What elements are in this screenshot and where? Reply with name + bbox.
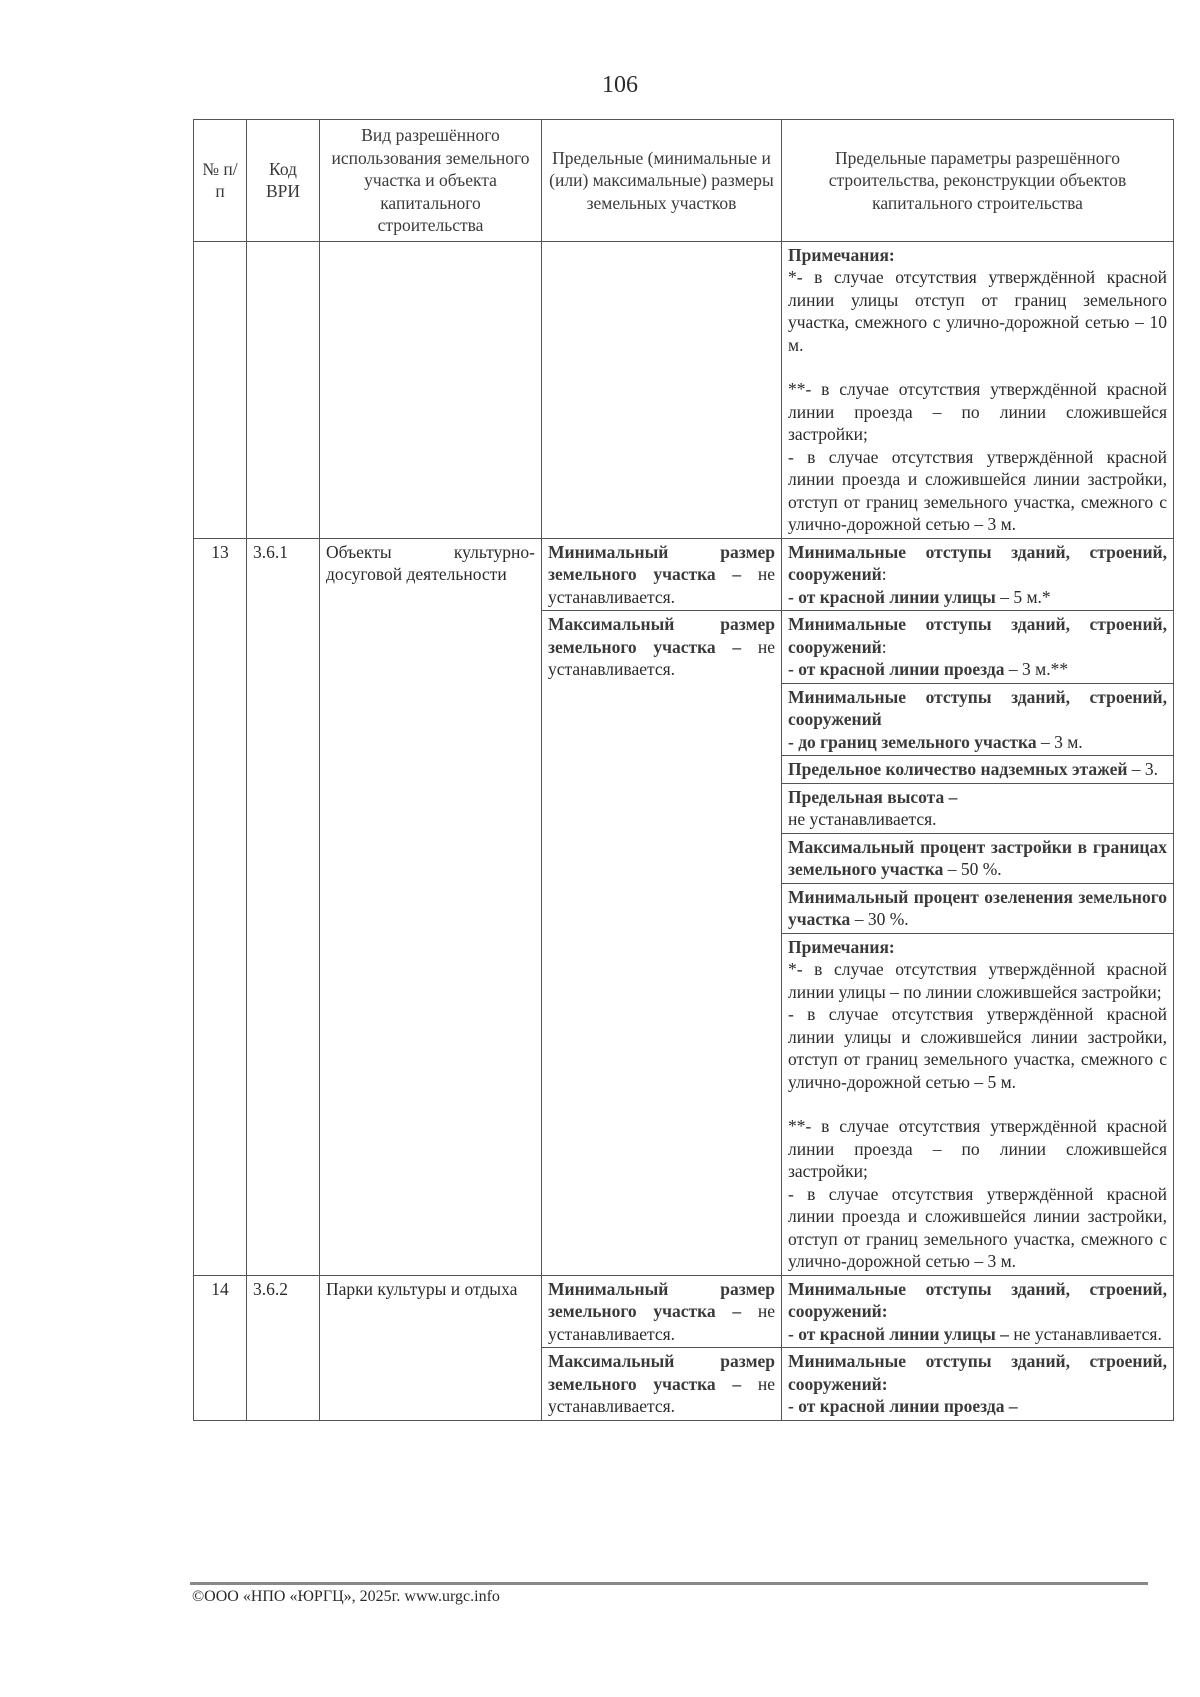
header-build-params: Предельные параметры разрешённого строительства, реконструкции объектов капитального строительства: [782, 120, 1174, 242]
note-text: - в случае отсутствия утверждённой красной линии проезда и сложившейся линии застройки, отступ от границ земельного участка, смежного с улично-дорожной сетью – 3 м.: [788, 1183, 1167, 1271]
min-size-value: не устанавливается.: [548, 1301, 775, 1344]
max-size-value: не устанавливается.: [548, 1373, 775, 1416]
notes-title: Примечания:: [788, 244, 895, 265]
header-use-type: Вид разрешённого использования земельного участка и объекта капитального строительства: [320, 120, 542, 242]
row-number: 13: [194, 538, 247, 1275]
param-cell: Минимальные отступы зданий, строений, сооружений: - от красной линии проезда –: [782, 1348, 1174, 1421]
table-row: [194, 241, 1174, 538]
table-row: [194, 1275, 1174, 1348]
footer-copyright: ©ООО «НПО «ЮРГЦ», 2025г. www.urgc.info: [192, 1588, 500, 1605]
header-code: Код ВРИ: [247, 120, 320, 242]
param-cell: Предельное количество надземных этажей – 3.: [782, 756, 1174, 784]
max-size-value: не устанавливается.: [548, 636, 775, 679]
min-size-label: Минимальный размер земельного участка –: [548, 1278, 775, 1321]
param-cell: Минимальные отступы зданий, строений, сооружений: - от красной линии улицы – 5 м.*: [782, 538, 1174, 611]
max-size-cell: [542, 1348, 782, 1421]
max-size-label: Максимальный размер земельного участка –: [548, 1351, 775, 1394]
note-text: - в случае отсутствия утверждённой красной линии проезда и сложившейся линии застройки, отступ от границ земельного участка, смежного с улично-дорожной сетью – 3 м.: [788, 446, 1167, 534]
notes-cell: [782, 241, 1174, 538]
footer-divider: [190, 1582, 1148, 1585]
header-plot-sizes: Предельные (минимальные и (или) максимальные) размеры земельных участков: [542, 120, 782, 242]
row-code: 3.6.2: [247, 1275, 320, 1420]
min-size-label: Минимальный размер земельного участка –: [548, 541, 775, 584]
param-cell: Минимальные отступы зданий, строений, сооружений: - от красной линии улицы – не устанавливается.: [782, 1275, 1174, 1348]
row-use-name: Объекты культурно-досуговой деятельности: [320, 538, 542, 1275]
note-text: **- в случае отсутствия утверждённой красной линии проезда – по линии сложившейся застройки;: [788, 1116, 1167, 1181]
param-cell: Минимальный процент озеленения земельного участка – 30 %.: [782, 883, 1174, 933]
min-size-value: не устанавливается.: [548, 564, 775, 607]
regulations-table: [193, 119, 1174, 1421]
param-cell: Минимальные отступы зданий, строений, сооружений: - от красной линии проезда – 3 м.**: [782, 611, 1174, 684]
header-number: № п/п: [194, 120, 247, 242]
max-size-label: Максимальный размер земельного участка –: [548, 614, 775, 657]
notes-title: Примечания:: [788, 936, 895, 957]
page-number: 106: [602, 72, 638, 98]
min-size-cell: [542, 538, 782, 611]
note-text: - в случае отсутствия утверждённой красной линии улицы и сложившейся линии застройки, отступ от границ земельного участка, смежного с улично-дорожной сетью – 5 м.: [788, 1004, 1167, 1092]
param-cell: Предельная высота – не устанавливается.: [782, 783, 1174, 833]
param-cell: Минимальные отступы зданий, строений, сооружений - до границ земельного участка – 3 м.: [782, 683, 1174, 756]
note-text: **- в случае отсутствия утверждённой красной линии проезда – по линии сложившейся застройки;: [788, 379, 1167, 444]
table-header-row: [194, 120, 1174, 242]
row-code: 3.6.1: [247, 538, 320, 1275]
min-size-cell: [542, 1275, 782, 1348]
row-use-name: Парки культуры и отдыха: [320, 1275, 542, 1420]
note-text: *- в случае отсутствия утверждённой красной линии улицы отступ от границ земельного участка, смежного с улично-дорожной сетью – 10 м.: [788, 267, 1167, 355]
row-number: 14: [194, 1275, 247, 1420]
param-cell: Максимальный процент застройки в границах земельного участка – 50 %.: [782, 833, 1174, 883]
notes-cell: [782, 933, 1174, 1275]
note-text: *- в случае отсутствия утверждённой красной линии улицы – по линии сложившейся застройки;: [788, 959, 1167, 1002]
table-row: [194, 538, 1174, 611]
max-size-cell: [542, 611, 782, 1276]
